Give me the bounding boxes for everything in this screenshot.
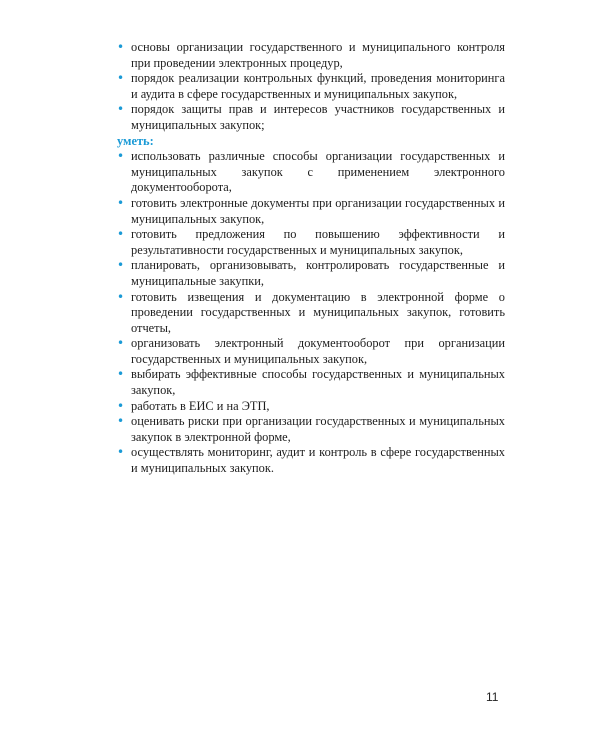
list-item bbox=[117, 290, 505, 337]
list-item-text: основы организации государственного и муниципального контроля при проведении электронных процедур, bbox=[131, 40, 505, 70]
bullet-icon: • bbox=[117, 195, 125, 210]
bullet-icon: • bbox=[117, 414, 125, 429]
bullet-icon: • bbox=[117, 289, 125, 304]
list-item-text: порядок реализации контрольных функций, проведения мониторинга и аудита в сфере государственных и муниципальных закупок, bbox=[131, 71, 505, 101]
list-item-text: оценивать риски при организации государственных и муниципальных закупок в электронной форме, bbox=[131, 414, 505, 444]
list-item-text: работать в ЕИС и на ЭТП, bbox=[131, 398, 270, 413]
skills-list bbox=[117, 149, 505, 476]
list-item bbox=[117, 336, 505, 367]
list-item-text: организовать электронный документооборот при организации государственных и муниципальных закупок, bbox=[131, 336, 505, 366]
bullet-icon: • bbox=[117, 40, 125, 54]
list-item-text: готовить извещения и документацию в электронной форме о проведении государственных и муниципальных закупок, готовить отчеты, bbox=[131, 289, 505, 335]
bullet-icon: • bbox=[117, 336, 125, 351]
list-item bbox=[117, 40, 505, 71]
list-item bbox=[117, 196, 505, 227]
list-item bbox=[117, 258, 505, 289]
list-item bbox=[117, 227, 505, 258]
bullet-icon: • bbox=[117, 445, 125, 460]
list-item bbox=[117, 399, 505, 415]
list-item-text: выбирать эффективные способы государственных и муниципальных закупок, bbox=[131, 367, 505, 398]
page-number: 11 bbox=[486, 690, 499, 704]
bullet-icon: • bbox=[117, 227, 125, 242]
list-item bbox=[117, 445, 505, 476]
list-item bbox=[117, 367, 505, 398]
bullet-icon: • bbox=[117, 102, 125, 117]
bullet-icon: • bbox=[117, 398, 125, 413]
list-item-text: использовать различные способы организации государственных и муниципальных закупок с применением электронного документооборота, bbox=[131, 149, 505, 195]
bullet-icon: • bbox=[117, 258, 125, 273]
skills-heading: уметь: bbox=[117, 133, 154, 148]
know-list bbox=[117, 40, 505, 134]
list-item bbox=[117, 102, 505, 133]
page-content bbox=[117, 40, 505, 477]
bullet-icon: • bbox=[117, 149, 125, 164]
bullet-icon: • bbox=[117, 367, 125, 382]
list-item-text: готовить предложения по повышению эффективности и результативности государственных и муниципальных закупок, bbox=[131, 227, 505, 257]
list-item-text: осуществлять мониторинг, аудит и контроль в сфере государственных и муниципальных закупок. bbox=[131, 445, 505, 476]
list-item bbox=[117, 71, 505, 102]
list-item bbox=[117, 149, 505, 196]
list-item bbox=[117, 414, 505, 445]
list-item-text: порядок защиты прав и интересов участников государственных и муниципальных закупок; bbox=[131, 102, 505, 132]
bullet-icon: • bbox=[117, 71, 125, 86]
list-item-text: готовить электронные документы при организации государственных и муниципальных закупок, bbox=[131, 195, 505, 226]
list-item-text: планировать, организовывать, контролировать государственные и муниципальные закупки, bbox=[131, 258, 505, 288]
